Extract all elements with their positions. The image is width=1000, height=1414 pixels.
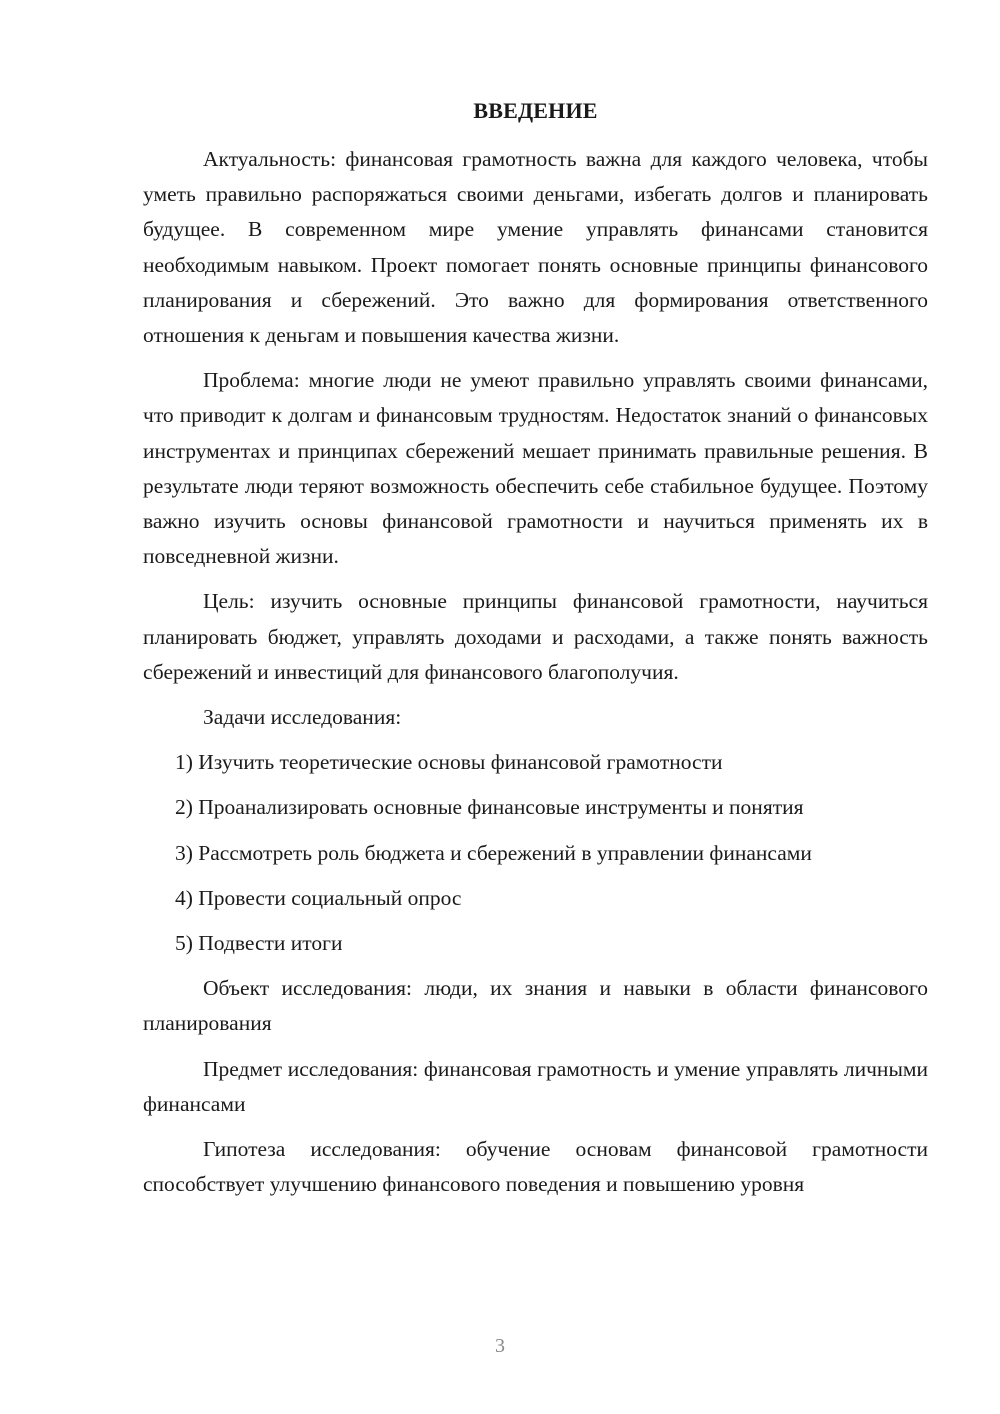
object-paragraph: Объект исследования: люди, их знания и навыки в области финансового планирования <box>143 976 928 1036</box>
tasks-heading: Задачи исследования: <box>203 705 402 730</box>
task-item: 4) Провести социальный опрос <box>175 885 462 910</box>
hypothesis-paragraph: Гипотеза исследования: обучение основам финансовой грамотности способствует улучшению финансового поведения и повышению уровня <box>143 1137 928 1197</box>
goal-paragraph: Цель: изучить основные принципы финансовой грамотности, научиться планировать бюджет, управлять доходами и расходами, а также понять важность сбережений и инвестиций для финансового благополучия. <box>143 589 928 684</box>
subject-paragraph: Предмет исследования: финансовая грамотность и умение управлять личными финансами <box>143 1056 928 1116</box>
task-item: 5) Подвести итоги <box>175 931 343 956</box>
page-title: ВВЕДЕНИЕ <box>473 98 598 123</box>
relevance-paragraph: Актуальность: финансовая грамотность важна для каждого человека, чтобы уметь правильно распоряжаться своими деньгами, избегать долгов и планировать будущее. В современном мире умение управлять финансами становится необходимым навыком. Проект помогает понять основные принципы финансового планирования и сбережений. Это важно для формирования ответственного отношения к деньгам и повышения качества жизни. <box>143 147 928 348</box>
task-item: 3) Рассмотреть роль бюджета и сбережений в управлении финансами <box>175 840 812 865</box>
task-item: 2) Проанализировать основные финансовые инструменты и понятия <box>175 795 804 820</box>
task-item: 1) Изучить теоретические основы финансовой грамотности <box>175 750 723 775</box>
page-number: 3 <box>495 1335 505 1357</box>
document-page <box>143 96 928 1202</box>
problem-paragraph: Проблема: многие люди не умеют правильно управлять своими финансами, что приводит к долгам и финансовым трудностям. Недостаток знаний о финансовых инструментах и принципах сбережений мешает принимать правильные решения. В результате люди теряют возможность обеспечить себе стабильное будущее. Поэтому важно изучить основы финансовой грамотности и научиться применять их в повседневной жизни. <box>143 368 928 569</box>
tasks-list <box>143 745 928 961</box>
